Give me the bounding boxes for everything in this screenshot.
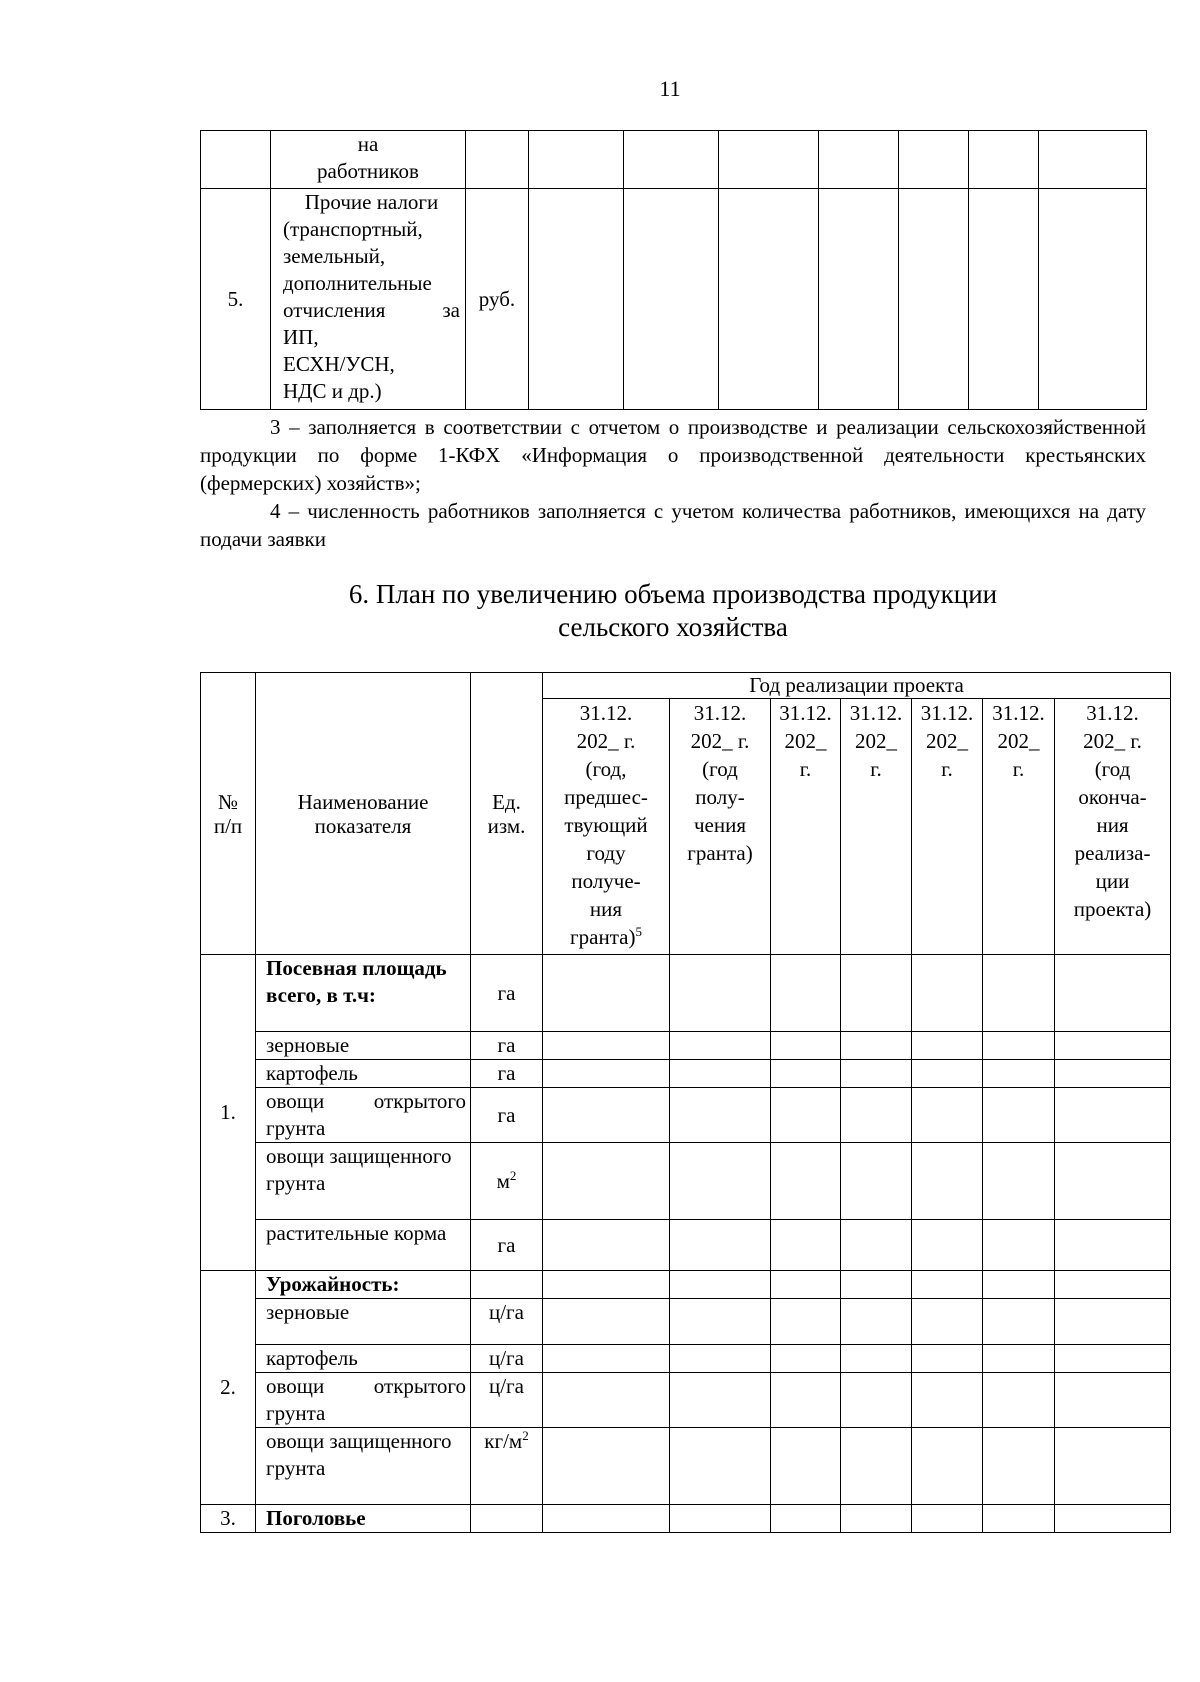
row-unit: га: [471, 955, 543, 1032]
value-cell: [771, 1345, 841, 1373]
value-cell: [841, 1220, 912, 1271]
value-cell: [983, 1299, 1055, 1345]
value-cell: [771, 1299, 841, 1345]
value-cell: [1055, 1220, 1171, 1271]
value-cell: [543, 1271, 670, 1299]
row-unit: ц/га: [471, 1345, 543, 1373]
value-cell: [1055, 1299, 1171, 1345]
value-cell: [983, 1428, 1055, 1505]
value-cell: [1055, 1271, 1171, 1299]
value-cell: [1055, 1505, 1171, 1533]
value-cell: [670, 955, 771, 1032]
row-name: Поголовье: [256, 1505, 471, 1533]
header-number: № п/п: [201, 673, 256, 955]
value-cell: [543, 1060, 670, 1088]
value-cell: [912, 1143, 983, 1220]
value-cell: [543, 1373, 670, 1428]
footnotes: [200, 413, 1146, 553]
row-name: растительные корма: [256, 1220, 471, 1271]
table-row: [201, 1373, 1171, 1428]
value-cell: [543, 1505, 670, 1533]
value-cell: [983, 1271, 1055, 1299]
table-row: [201, 1505, 1171, 1533]
value-cell: [670, 1373, 771, 1428]
value-cell: [841, 1143, 912, 1220]
value-cell: [543, 1032, 670, 1060]
value-cell: [912, 1345, 983, 1373]
table-row: [201, 1345, 1171, 1373]
value-cell: [670, 1220, 771, 1271]
table-row: [201, 189, 1147, 410]
value-cell: [912, 1505, 983, 1533]
row-name: Прочие налоги (транспортный, земельный, дополнительные отчисления за ИП, ЕСХН/УСН, НДС и др.): [271, 189, 466, 410]
value-cell: [1055, 1032, 1171, 1060]
value-cell: [983, 1060, 1055, 1088]
value-cell: [771, 955, 841, 1032]
value-cell: [1055, 1428, 1171, 1505]
row-unit: ц/га: [471, 1373, 543, 1428]
header-year-col-1: 31.12. 202_ г. (год, предшес- твующий году получе- ния гранта)$^5$: [543, 699, 670, 955]
value-cell: [670, 1505, 771, 1533]
value-cell: [670, 1060, 771, 1088]
value-cell: [771, 1505, 841, 1533]
value-cell: [841, 1505, 912, 1533]
header-year-group: Год реализации проекта: [543, 673, 1171, 699]
header-year-col-4: 31.12. 202_ г.: [841, 699, 912, 955]
value-cell: [771, 1032, 841, 1060]
header-unit: Ед. изм.: [471, 673, 543, 955]
value-cell: [1055, 1060, 1171, 1088]
table-row: [201, 955, 1171, 1032]
footnote-3: 3 – заполняется в соответствии с отчетом о производстве и реализации сельскохозяйственной продукции по форме 1-КФХ «Информация о производственной деятельности крестьянских (фермерских) хозяйств»;: [200, 415, 1146, 495]
value-cell: [912, 1299, 983, 1345]
value-cell: [670, 1032, 771, 1060]
row-name: Посевная площадь всего, в т.ч:: [256, 955, 471, 1032]
value-cell: [1055, 1143, 1171, 1220]
value-cell: [1055, 1345, 1171, 1373]
value-cell: [543, 1299, 670, 1345]
value-cell: [983, 1505, 1055, 1533]
value-cell: [912, 1373, 983, 1428]
header-year-col-2: 31.12. 202_ г. (год полу- чения гранта): [670, 699, 771, 955]
value-cell: [543, 1220, 670, 1271]
row-unit: ц/га: [471, 1299, 543, 1345]
value-cell: [983, 955, 1055, 1032]
row-name: на работников: [271, 131, 466, 189]
value-cell: [983, 1345, 1055, 1373]
row-name: Урожайность:: [256, 1271, 471, 1299]
section-title: 6. План по увеличению объема производства продукции сельского хозяйства: [348, 579, 998, 642]
table-row: [201, 1088, 1171, 1143]
header-year-col-7: 31.12. 202_ г. (год оконча- ния реализа- ции проекта): [1055, 699, 1171, 955]
plan-table-body: [201, 955, 1171, 1533]
row-name: овощи открытого грунта: [256, 1088, 471, 1143]
page-number: 11: [659, 76, 681, 101]
value-cell: [841, 1088, 912, 1143]
value-cell: [912, 1220, 983, 1271]
row-unit: [471, 1505, 543, 1533]
row-unit: га: [471, 1088, 543, 1143]
value-cell: [912, 1060, 983, 1088]
table-row: [201, 131, 1147, 189]
value-cell: [841, 955, 912, 1032]
value-cell: [1055, 1373, 1171, 1428]
row-unit: $м^2$: [471, 1143, 543, 1220]
value-cell: [983, 1088, 1055, 1143]
table-row: [201, 1299, 1171, 1345]
value-cell: [670, 1345, 771, 1373]
row-number: 3.: [201, 1505, 256, 1533]
value-cell: [983, 1220, 1055, 1271]
value-cell: [771, 1143, 841, 1220]
value-cell: [543, 1345, 670, 1373]
value-cell: [543, 1088, 670, 1143]
table-row: [201, 1271, 1171, 1299]
footnote-mark: 5: [635, 924, 642, 939]
value-cell: [771, 1373, 841, 1428]
row-name: овощи открытого грунта: [256, 1373, 471, 1428]
value-cell: [771, 1271, 841, 1299]
top-table: [200, 130, 1147, 410]
row-name: зерновые: [256, 1032, 471, 1060]
header-year-col-6: 31.12. 202_ г.: [983, 699, 1055, 955]
row-number: 2.: [201, 1271, 256, 1505]
table-row: [201, 1143, 1171, 1220]
value-cell: [841, 1032, 912, 1060]
table-row: [201, 1220, 1171, 1271]
value-cell: [983, 1373, 1055, 1428]
header-row: [201, 673, 1171, 699]
row-name: картофель: [256, 1345, 471, 1373]
value-cell: [670, 1143, 771, 1220]
value-cell: [670, 1271, 771, 1299]
value-cell: [771, 1088, 841, 1143]
value-cell: [841, 1299, 912, 1345]
value-cell: [841, 1345, 912, 1373]
value-cell: [543, 1428, 670, 1505]
row-number: 5.: [201, 189, 271, 410]
header-name: Наименование показателя: [256, 673, 471, 955]
value-cell: [670, 1088, 771, 1143]
value-cell: [841, 1060, 912, 1088]
row-name: картофель: [256, 1060, 471, 1088]
value-cell: [543, 1143, 670, 1220]
header-year-col-5: 31.12. 202_ г.: [912, 699, 983, 955]
value-cell: [912, 955, 983, 1032]
value-cell: [841, 1373, 912, 1428]
value-cell: [771, 1428, 841, 1505]
row-unit: $кг/м^2$: [471, 1428, 543, 1505]
table-row: [201, 1032, 1171, 1060]
row-number: 1.: [201, 955, 256, 1271]
value-cell: [1055, 1088, 1171, 1143]
row-unit: руб.: [466, 189, 529, 410]
value-cell: [983, 1143, 1055, 1220]
value-cell: [983, 1032, 1055, 1060]
row-name: овощи защищенного грунта: [256, 1143, 471, 1220]
footnote-4: 4 – численность работников заполняется с учетом количества работников, имеющихся на дату подачи заявки: [200, 499, 1146, 551]
value-cell: [841, 1428, 912, 1505]
table-row: [201, 1060, 1171, 1088]
row-name: зерновые: [256, 1299, 471, 1345]
value-cell: [771, 1220, 841, 1271]
plan-table: [200, 672, 1171, 1533]
row-unit: [471, 1271, 543, 1299]
value-cell: [841, 1271, 912, 1299]
value-cell: [670, 1299, 771, 1345]
value-cell: [1055, 955, 1171, 1032]
row-unit: га: [471, 1032, 543, 1060]
value-cell: [543, 955, 670, 1032]
value-cell: [771, 1060, 841, 1088]
value-cell: [912, 1088, 983, 1143]
value-cell: [670, 1428, 771, 1505]
header-year-col-3: 31.12. 202_ г.: [771, 699, 841, 955]
value-cell: [912, 1271, 983, 1299]
table-row: [201, 1428, 1171, 1505]
value-cell: [912, 1032, 983, 1060]
value-cell: [912, 1428, 983, 1505]
row-unit: га: [471, 1060, 543, 1088]
row-unit: га: [471, 1220, 543, 1271]
row-name: овощи защищенного грунта: [256, 1428, 471, 1505]
